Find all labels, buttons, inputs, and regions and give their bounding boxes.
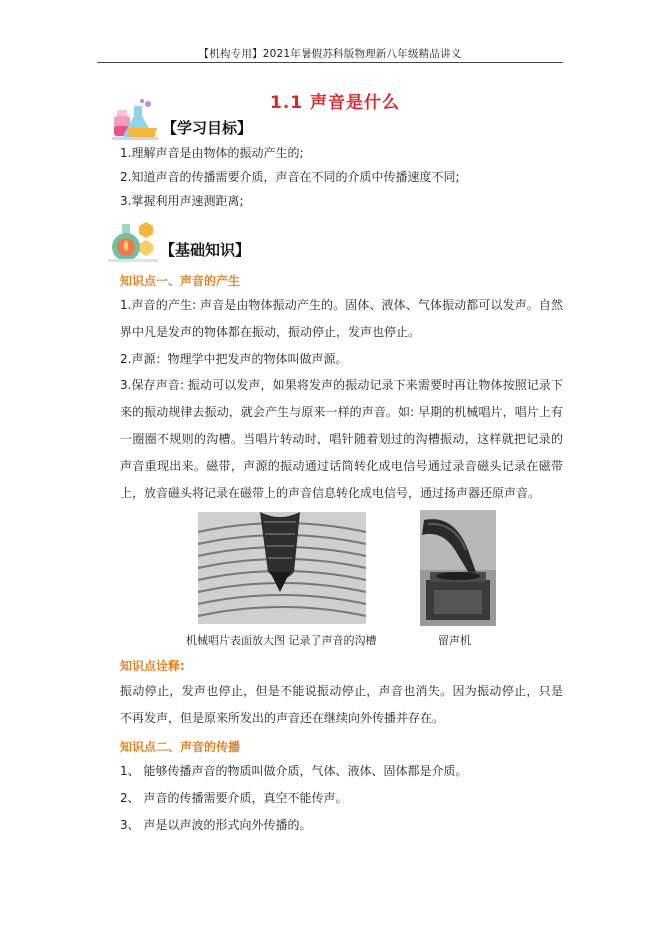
paragraph-text: 3.保存声音: 振动可以发声，如果将发声的振动记录下来需要时再让物体按照记录下来的振动规律去振动，就会产生与原来一样的声音。如: 早期的机械唱片，唱片上有一圈圈不规则的沟槽。当唱片转动时，唱针随着划过的沟槽振动，这样就把记录的声音重现出来。磁带，声源的振动通过话筒转化成电信号通过录音磁头记录在磁带上，放音磁头将记录在磁带上的声音信息转化成电信号，通过扬声器还原声音。 [120,378,563,500]
knowledge-point-2-heading: 知识点二、声音的传播 [120,740,241,754]
list-item: 3、 声是以声波的形式向外传播的。 [120,818,312,832]
knowledge-note-heading: 知识点诠释: [120,659,185,673]
paragraph-note [120,678,563,732]
goal-item: 3.掌握利用声速测距离; [120,194,244,208]
header-rule [97,62,563,63]
list-item: 2、 声音的传播需要介质，真空不能传声。 [120,791,348,805]
page-header: 【机构专用】2021年暑假苏科版物理新八年级精品讲义 [198,48,462,60]
paragraph-text: 振动停止，发声也停止，但是不能说振动停止，声音也消失。因为振动停止，只是不再发声，但是原来所发出的声音还在继续向外传播并存在。 [120,684,563,725]
paragraph-sound-production [120,292,563,346]
learning-goals-heading: 【学习目标】 [162,119,253,137]
list-item: 1、 能够传播声音的物质叫做介质，气体、液体、固体都是介质。 [120,764,468,778]
knowledge-point-1-heading: 知识点一、声音的产生 [120,274,241,288]
record-groove-photo [198,512,366,624]
basics-heading: 【基础知识】 [160,241,251,259]
record-figure-caption: 机械唱片表面放大图 记录了声音的沟槽 [186,634,377,647]
lab-flask-icon [112,98,158,140]
paragraph-preserve-sound [120,372,563,507]
goal-item: 2.知道声音的传播需要介质，声音在不同的介质中传播速度不同; [120,170,460,184]
gramophone-photo [420,510,496,626]
paragraph-text: 1.声音的产生: 声音是由物体振动产生的。固体、液体、气体振动都可以发声。自然界中凡是发声的物体都在振动，振动停止，发声也停止。 [120,298,563,339]
goal-item: 1.理解声音是由物体的振动产生的; [120,146,304,160]
paragraph-sound-source [120,346,563,373]
page-title: 1.1 声音是什么 [270,93,401,113]
potion-bottle-icon [108,220,158,262]
gramophone-figure-caption: 留声机 [438,634,471,647]
paragraph-text: 2.声源：物理学中把发声的物体叫做声源。 [120,352,348,366]
